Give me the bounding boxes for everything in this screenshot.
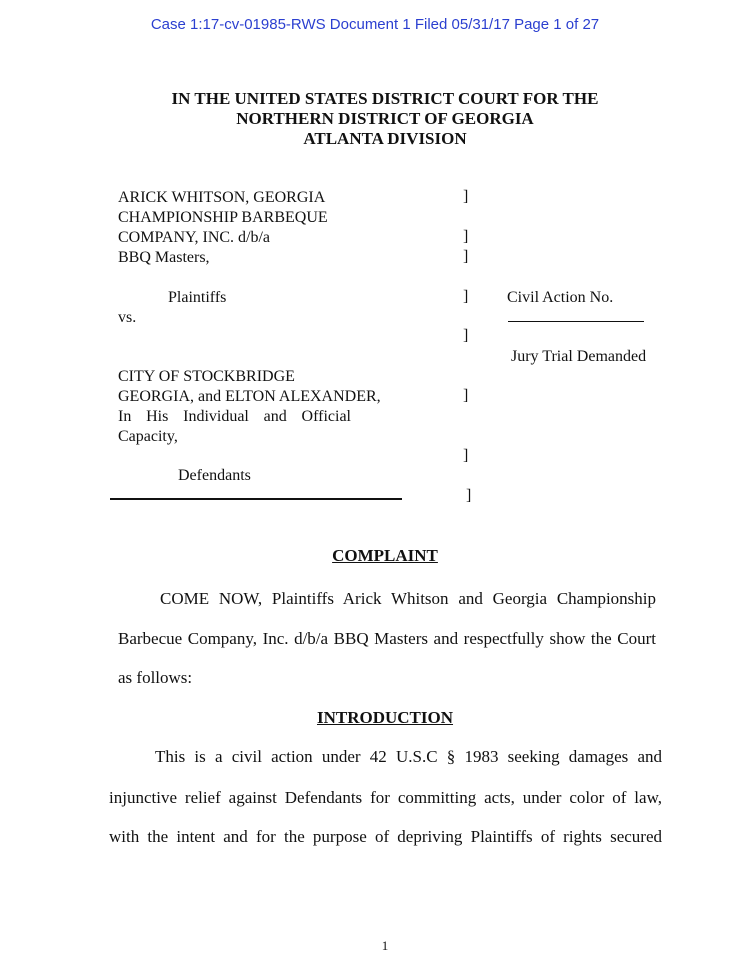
page-number: 1	[381, 938, 389, 953]
defendant-line-2: GEORGIA, and ELTON ALEXANDER,	[118, 388, 381, 405]
caption-divider-rule	[110, 498, 402, 500]
defendant-line-3: In His Individual and Official	[118, 408, 351, 425]
caption-bracket: ]	[463, 327, 469, 344]
defendant-line-4: Capacity,	[118, 428, 178, 445]
body-paragraph-line-3: with the intent and for the purpose of depriving Plaintiffs of rights secured	[109, 827, 662, 846]
caption-bracket: ]	[463, 188, 469, 205]
body-paragraph-line-1: This is a civil action under 42 U.S.C § 1983 seeking damages and	[155, 747, 662, 766]
plaintiff-line-2: CHAMPIONSHIP BARBEQUE	[118, 209, 328, 226]
jury-trial-label: Jury Trial Demanded	[511, 348, 647, 365]
defendants-label: Defendants	[178, 467, 251, 484]
complaint-heading: COMPLAINT	[332, 546, 438, 565]
caption-bracket: ]	[463, 288, 469, 305]
case-header-stamp: Case 1:17-cv-01985-RWS Document 1 Filed 05/31/17 Page 1 of 27	[150, 16, 600, 33]
caption-bracket: ]	[463, 387, 469, 404]
caption-bracket: ]	[463, 447, 469, 464]
caption-bracket: ]	[466, 487, 472, 504]
court-title-line-3: ATLANTA DIVISION	[303, 129, 467, 148]
defendant-line-1: CITY OF STOCKBRIDGE	[118, 368, 295, 385]
caption-bracket: ]	[463, 228, 469, 245]
introduction-heading: INTRODUCTION	[316, 708, 454, 727]
caption-bracket: ]	[463, 248, 469, 265]
plaintiffs-label: Plaintiffs	[168, 289, 227, 306]
court-title-line-2: NORTHERN DISTRICT OF GEORGIA	[236, 109, 534, 128]
intro-paragraph-line-1: COME NOW, Plaintiffs Arick Whitson and Georgia Championship	[160, 589, 656, 608]
plaintiff-line-4: BBQ Masters,	[118, 249, 210, 266]
court-title-line-1: IN THE UNITED STATES DISTRICT COURT FOR THE	[171, 89, 599, 108]
intro-paragraph-line-2: Barbecue Company, Inc. d/b/a BBQ Masters and respectfully show the Court	[118, 629, 656, 648]
plaintiff-line-3: COMPANY, INC. d/b/a	[118, 229, 271, 246]
plaintiff-line-1: ARICK WHITSON, GEORGIA	[118, 189, 326, 206]
civil-action-label: Civil Action No.	[507, 289, 614, 306]
body-paragraph-line-2: injunctive relief against Defendants for committing acts, under color of law,	[109, 788, 662, 807]
versus-label: vs.	[118, 309, 137, 326]
intro-paragraph-line-3: as follows:	[118, 668, 193, 687]
civil-action-number-blank	[508, 321, 644, 322]
